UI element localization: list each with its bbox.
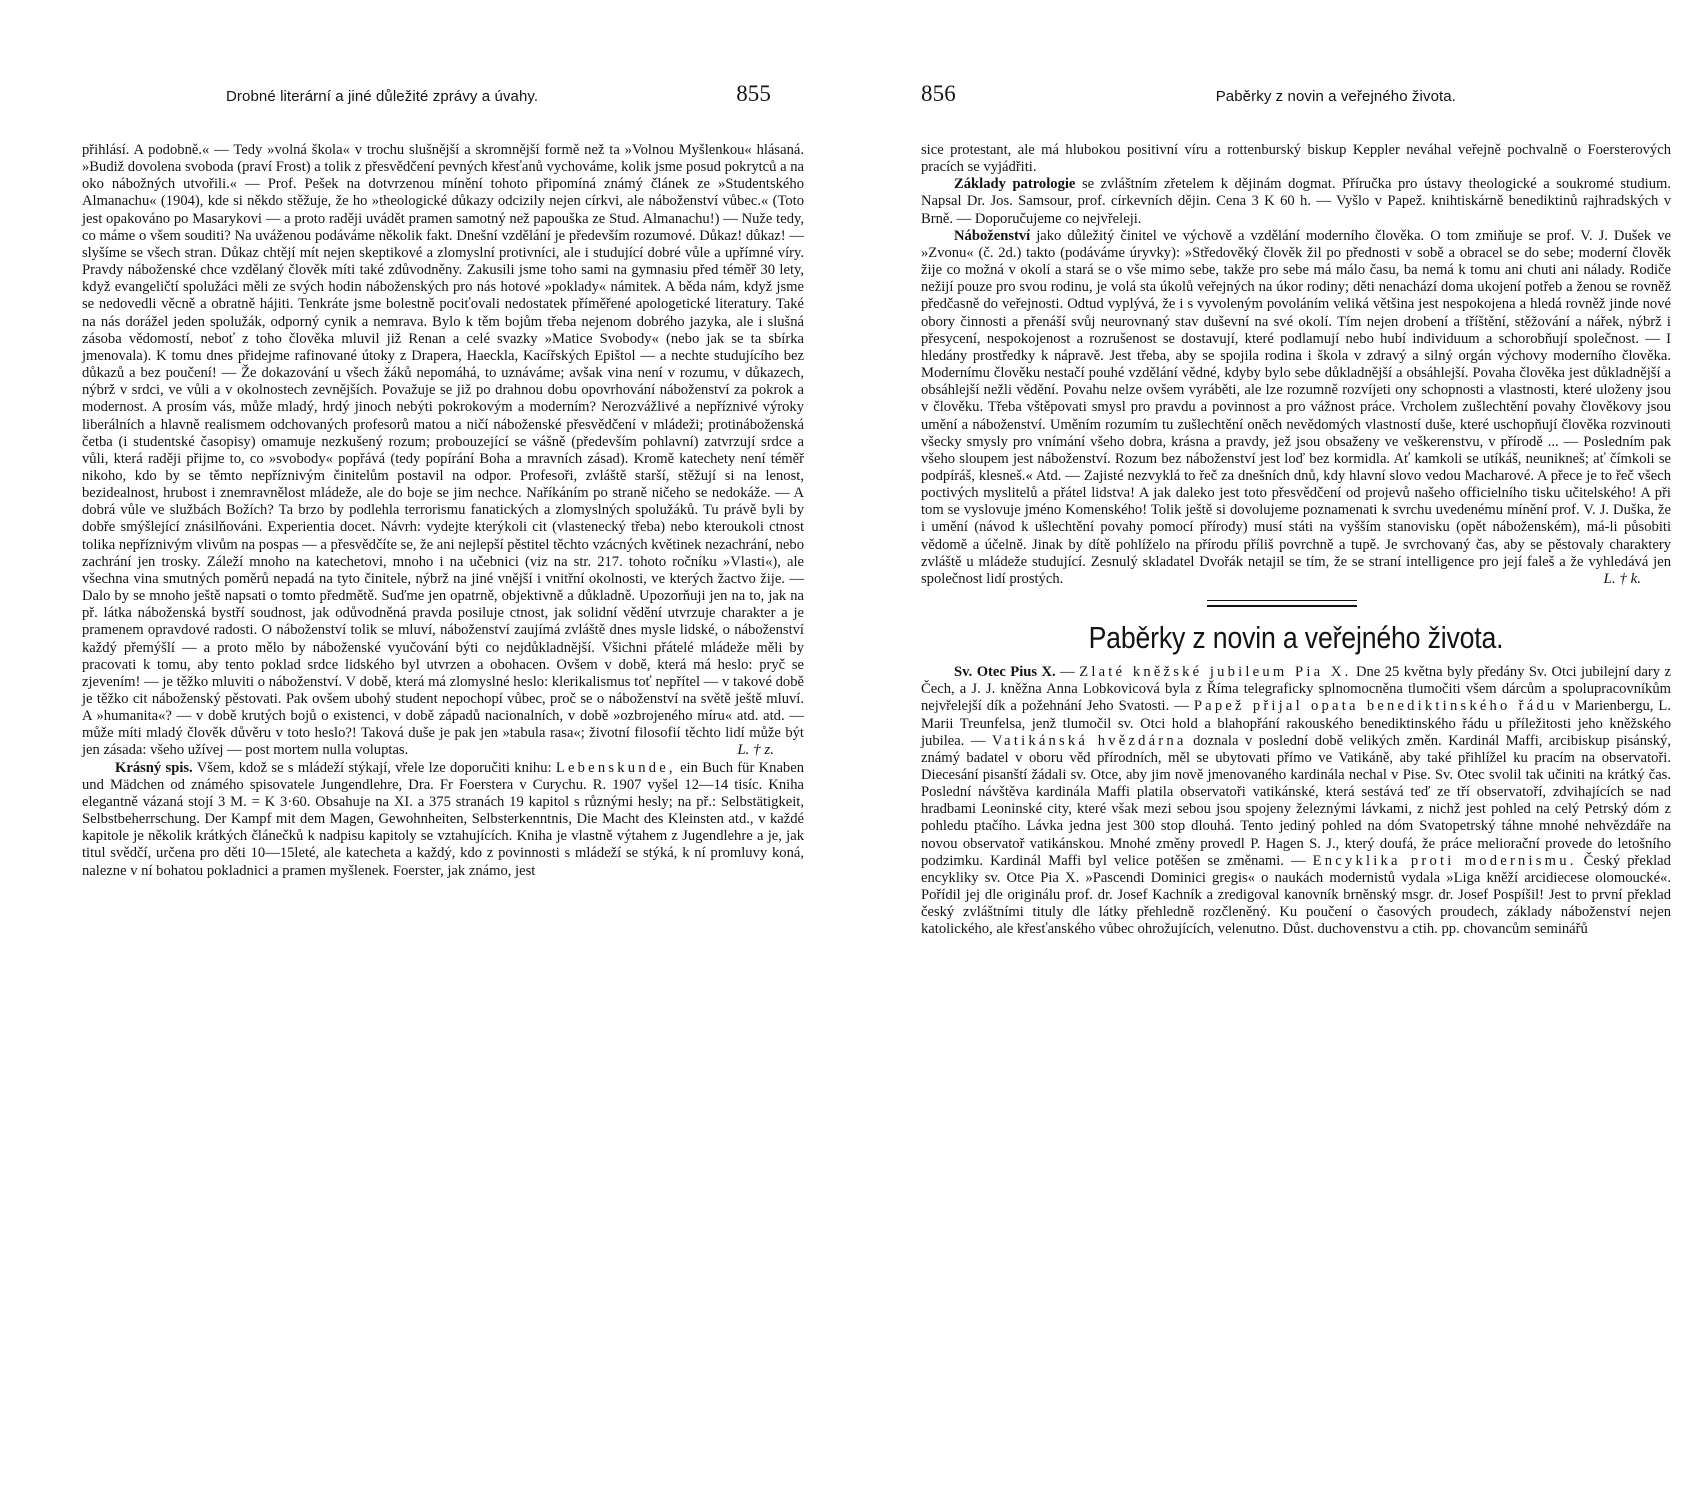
left-paragraph-1-signature: L. † z. <box>737 742 774 759</box>
section-heading: Paběrky z novin a veřejného života. <box>1088 620 1504 656</box>
section-paragraph-spaced-2: Papež přijal opata benediktinského řádu <box>1193 698 1558 715</box>
left-paragraph-1 <box>82 142 804 760</box>
left-paragraph-2-runin: Krásný spis. <box>115 759 193 776</box>
right-paragraph-3 <box>921 228 1671 588</box>
right-page <box>853 0 1706 1500</box>
right-paragraph-3-signature: L. † k. <box>1603 570 1641 587</box>
section-paragraph <box>921 664 1671 939</box>
right-paragraph-2 <box>921 176 1671 227</box>
section-paragraph-spaced-3: Vatikánská hvězdárna <box>992 732 1187 749</box>
right-running-header <box>921 81 1456 108</box>
right-paragraph-1-text: sice protestant, ale má hlubokou positivní víru a rottenburský biskup Keppler neváhal veřejně pochvalně o Foersterových pracích se vyjádřiti. <box>921 142 1671 176</box>
left-paragraph-2 <box>82 760 804 880</box>
right-paragraph-1 <box>921 142 1671 176</box>
section-divider <box>921 596 1671 616</box>
section-paragraph-spaced-4: Encyklika proti modernismu. <box>1312 852 1577 869</box>
right-paragraph-2-runin: Základy patrologie <box>954 176 1076 193</box>
right-paragraph-3-runin: Náboženství <box>954 227 1031 244</box>
right-header-title: Paběrky z novin a veřejného života. <box>1215 88 1456 105</box>
left-paragraph-2-text-a: Všem, kdož se s mládeží stýkají, vřele lze doporučiti knihu: <box>196 759 552 776</box>
left-running-header <box>226 81 771 108</box>
section-paragraph-text-3: doznala v poslední době velikých změn. Kardinál Maffi, arcibiskup pisánský, známý badatel v oboru věd přírodních, měl se ubytovati přímo ve Vatikáně, aby také přihlížel ku pracím na observatoři. Diecesání pisanští žádali sv. Otce, aby jim nově jmenovaného kardinála nechal v Pise. Sv. Otec svolil tak učiniti na krátký čas. Poslední návštěva kardinála Maffi platila observatoři vatikánské, která sestává teď ze tří observatoří, zdvihajících se nad hradbami Leoninské city, které však mezi sebou jsou spojeny železnými lávkami, z nichž jest pohled na celý Petrský dóm z pohledu ptačího. Lávka jedna jest 300 stop dlouhá. Tento jediný pohled na dóm Svatopetrský táhne mnohé nehvězdáře na novou observatoř vatikánskou. Mnohé změny provedl P. Hagen S. J., který doufá, že práce meliorační provede do letošního podzimku. Kardinál Maffi byl velice potěšen se změnami. — <box>921 732 1671 869</box>
section-paragraph-spaced-1: Zlaté kněžské jubileum Pia X. <box>1079 664 1352 681</box>
left-header-title: Drobné literární a jiné důležité zprávy a úvahy. <box>226 88 539 105</box>
section-paragraph-dash-1: — <box>1060 664 1075 681</box>
right-paragraph-3-text: jako důležitý činitel ve výchově a vzdělání moderního člověka. O tom zmiňuje se prof. V. J. Dušek ve »Zvonu« (č. 2d.) takto (podáváme úryvky): »Středověký člověk žil po přednosti v sobě a obracel se do sebe; moderní člověk žije co možná v okolí a stará se o vše mimo sebe, takže pro sebe má málo času, ba nemá k tomu ani chuti ani nálady. Rodiče nežijí pouze pro svou rodinu, je volá sta úkolů veřejných na úkor rodiny; děti nenachází doma ukojení potřeb a ženou se rovněž předčasně do veřejnosti. Odtud vyplývá, že i s vyvoleným povoláním veliká většina jest nespokojena a hledá rovněž jinde nové obory činnosti a přenáší svůj neurovnaný stav duševní na své okolí. Tím nejen drobení a tříštění, stěžování a nářek, nýbrž i přesycení, nespokojenost a rozrušenost se dostavují, které podlamují nebo hubí individuum a schorobňují společnost. — I hledány prostředky k nápravě. Jest třeba, aby se spojila rodina i škola v zdravý a silný orgán výchovy moderního člověka. Modernímu člověku nestačí pouhé vzdělání vědné, kdyby bylo sebe důkladnější a obsáhlejší. Povaha člověka jest důkladnější a obsáhlejší nežli vědění. Povahu nelze ovšem vyráběti, ale lze rozumně rozvíjeti ony schopnosti a vlastnosti, které uloženy jsou v člověku. Třeba vštěpovati smysl pro pravdu a povinnost a pro vážnost práce. Vrcholem zušlechtění povahy člověkovy jsou umění a náboženství. Uměním rozumím tu zušlechtění oněch nevědomých vlastností duše, které uschopňují člověka rozvinouti všecky smysly pro vnímání všeho dobra, krásna a pravdy, jež jsou obsaženy ve veškerenstvu, v přírodě ... — Posledním pak všeho sloupem jest náboženství. Rozum bez náboženství jest loď bez kormidla. Ať kamkoli se utíkáš, neunikneš; ať čímkoli se podpíráš, klesneš.« Atd. — Zajisté nezvyklá to řeč za dnešních dnů, kdy hlavní slovo vedou Macharové. A přece je to řeč všech poctivých myslitelů a přátel lidstva! A jak daleko jest toto přesvědčení od projevů našeho officielního tisku učitelského! A při tom se vyslovuje jméno Komenského! Tolik ještě si dovolujeme poznamenati k svrchu uvedenému mínění prof. V. J. Duška, že i umění (návod k ušlechtění povahy pomocí přírody) musí státi na vyšším stanovisku (opět náboženském), má-li působiti vědomě a účelně. Jinak by dítě pohlíželo na přírodu příliš povrchně a tupě. Je svrchovaný čas, aby se pěstovaly charaktery zvláště u mládeže studující. Zesnulý skladatel Dvořák netajil se tím, že se straní intelligence pro její faleš a že vyhledává jen společnost lidí prostých. <box>921 227 1671 587</box>
left-paragraph-1-text: přihlásí. A podobně.« — Tedy »volná škola« v trochu slušnější a skromnější formě než ta »Volnou Myšlenkou« hlásaná. »Budiž dovolena svoboda (praví Frost) a tolik z přesvědčení pevných křesťanů vychováme, kolik jsme posud pokrytců a na oko nábožných utvořili.« — Prof. Pešek na dotvrzenou mínění tohoto připomíná známý článek ze »Studentského Almanachu« (1904), kde si někdo stěžuje, že ho »theologické důkazy odcizily nejen církvi, ale náboženství vůbec.« (Toto jest opakováno po Masarykovi — a proto raději uvádět pramen samotný než papouška ze Stud. Almanachu!) — Nuže tedy, co máme o všem souditi? Na uváženou podáváme několik fakt. Dnešní vzdělání je především rozumové. Důkaz! důkaz! — slyšíme se všech stran. Důkaz chtějí mít nejen skeptikové a zlomyslní protivníci, ale i studující dobré vůle a upřímné víry. Pravdy náboženské chce vzdělaný člověk míti také zdůvodněny. Zakusili jsme toho sami na gymnasiu před téměř 30 lety, když evangeličtí spolužáci měli ze svých hodin náboženských pro nás hotové »poklady« námitek. A běda nám, když jsme se nedovedli věcně a obratně hájiti. Tenkráte jsme bolestně pociťovali nedostatek příměřené apologetické literatury. Také na nás dorážel jeden spolužák, odporný cynik a nemrava. Bylo k těm bojům třeba nejenom dobrého jazyka, ale i slušná zásoba vědomostí, neboť z toho člověka mluvil již Renan a celé svazky »Matice Svobody« (nebo jak se ta sbírka jmenovala). K tomu dnes přidejme rafinované útoky z Drapera, Haeckla, Kacířských Epištol — a nechte studujícího bez důkazů a bez poučení! — Že dokazování u všech žáků nepomáhá, to uznáváme; avšak vina není v rozumu, v důkazech, nýbrž v srdci, ve vůli a v okolnostech zevnějších. Považuje se již po drahnou dobu opovrhování náboženství za pokrok a modernost. A prosím vás, může mladý, hrdý jinoch nebýti pokrokovým a moderním? Nerozvážlivé a nepříznivé výroky liberálních a hlavně realismem odchovaných profesorů matou a ničí náboženské přesvědčení v mládeži; protináboženská četba (i studentské časopisy) omamuje nezkušený rozum; probouzející se vášně (především pohlavní) zatvrzují srdce a vůli, která raději přijme to, co »svobody« popřává (tedy popírání Boha a mravních zásad). Kromě katechety není téměř nikoho, kdo by se těmto nepříznivým činitelům postavil na odpor. Profesoři, zvláště starší, stěžují si na lenost, bezidealnost, hrubost i znemravnělost mládeže, ale do boje se jim nechce. Naříkáním po straně ničeho se nedokáže. — A dobrá vůle ve službách Božích? Ta brzo by podlehla terrorismu fanatických a zlomyslných spolužáků. Tu právě byli by dobře smýšlející znásilňováni. Experientia docet. Návrh: vydejte kterýkoli cit (vlastenecký třeba) nebo kteroukoli ctnost tolika nepříznivým vlivům na pospas — a přesvědčíte se, že ani nejlepší pěstitel těchto vzácných květinek nezachrání, nebo zachrání jen trosky. Záleží mnoho na katechetovi, mnoho i na učebnici (viz na str. 217. tohoto ročníku »Vlasti«), ale všechna vina smutných poměrů nepadá na tyto činitele, nýbrž na jiné vnější i vnitřní okolnosti, ve kterých žactvo žije. — Dalo by se mnoho ještě napsati o tomto předmětě. Suďme jen opatrně, objektivně a důkladně. Upozorňuji jen na to, jak na př. látka náboženská bystří soudnost, jak odůvodněná pravda posiluje ctnost, jak solidní vědění utvrzuje charakter a je pramenem opravdové radosti. O náboženství tolik se mluví, náboženství zaujímá zvláště dnes mysle lidské, o náboženství každý přemýšlí — a proto mělo by náboženské vyučování býti co nejdůkladnější. Všichni přátelé mládeže měli by pracovati k tomu, aby tento poklad srdce lidského byl utvrzen a obohacen. Ovšem v době, která má heslo: pryč se zjevením! — je těžko mluviti o náboženství. V době, která má zlomyslné heslo: klerikalismus toť nepřítel — v takové době je těžko cit náboženský pěstovati. Pak ovšem ubohý student nepochopí vůbec, proč se o náboženství na světě ještě mluví. A »humanita«? — v době krutých bojů o existenci, v době západů nacionalních, v době »ozbrojeného míru« atd. atd. — může míti mladý člověk důvěru v toto heslo?! Taková duše je pak jen »tabula rasa«; životní filosofií těchto lidí může být jen zásada: všeho užívej — post mortem nulla voluptas. <box>82 142 804 759</box>
left-paragraph-2-spaced: Lebenskunde, <box>555 759 676 776</box>
left-text-column <box>82 142 804 880</box>
section-paragraph-runin: Sv. Otec Pius X. <box>954 664 1056 681</box>
right-paragraph-2-text: se zvláštním zřetelem k dějinám dogmat. Příručka pro ústavy theologické a soukromé studium. Napsal Dr. Jos. Samsour, prof. církevních dějin. Cena 3 K 60 h. — Vyšlo v Papež. knihtiskárně benediktinů rajhradských v Brně. — Doporučujeme co nejvřeleji. <box>921 176 1672 227</box>
left-paragraph-2-text-b: ein Buch für Knaben und Mädchen od známého spisovatele Jungendlehre, Dra. Fr Foerstera v Curychu. R. 1907 vyšel 12—14 tisíc. Kniha elegantně vázaná stojí 3 M. = K 3·60. Obsahuje na XI. a 375 stranách 19 kapitol s různými hesly; na př.: Selbstätigkeit, Selbstbeherrschung. Der Kampf mit dem Magen, Gewohnheiten, Selbsterkenntnis, Die Macht des Kleinsten atd., v každé kapitole je několik krátkých článečků k nadpisu kapitoly se vztahujících. Kniha je vlastně výtahem z Jugendlehre a je, jak titul svědčí, určena pro děti 10—15leté, ale katecheta a každý, kdo z povinnosti s mládeží se stýká, k ní promluvy koná, nalezne v ní bohatou pokladnici a pramen myšlenek. Foerster, jak známo, jest <box>82 759 805 879</box>
right-text-column <box>921 142 1671 939</box>
section-rule-thin <box>1207 600 1357 601</box>
section-paragraph-text-2: v Marienbergu, L. Marii Treunfelsa, jenž tlumočil sv. Otci hold a blahopřání rakouského benediktinského řádu u příležitosti jeho kněžského jubilea. — <box>921 698 1671 749</box>
section-rule-thick <box>1207 605 1357 607</box>
right-page-number: 856 <box>921 81 956 106</box>
left-page-number: 855 <box>736 81 771 106</box>
section-paragraph-text-4: Český překlad encykliky sv. Otce Pia X. »Pascendi Dominici gregis« o naukách modernistů vydala »Liga kněží arcidiecese olomoucké«. Pořídil jej dle originálu prof. dr. Josef Kachník a zredigoval kanovník brněnský msgr. dr. Josef Pospíšil! Jest to první překlad český zvláštními tituly dle látky přehledně rozčleněný. Ku poučení o časových proudech, základy náboženství nejen katolického, ale křesťanského vůbec ohrožujících, velenutno. Důst. duchovenstvu a ctih. pp. chovancům seminářů <box>921 852 1671 938</box>
section-paragraph-text-1: Dne 25 května byly předány Sv. Otci jubilejní dary z Čech, a J. J. kněžna Anna Lobkovicová byla z Říma telegraficky splnomocněna tlumočiti všem dárcům a spolupracovníkům nejvřelejší dík a požehnání Jeho Svatosti. — <box>921 664 1671 715</box>
